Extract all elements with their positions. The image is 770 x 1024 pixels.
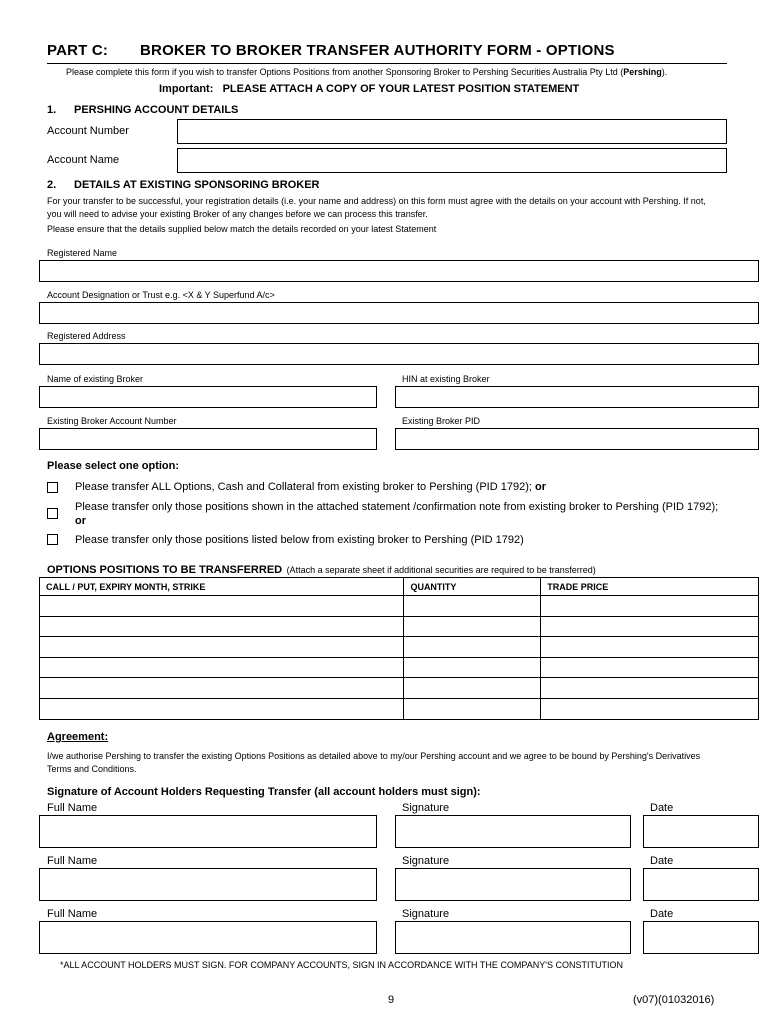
full-name-label: Full Name — [47, 908, 98, 920]
signature-field-3[interactable] — [395, 921, 631, 954]
section2-instructions: For your transfer to be successful, your registration details (i.e. your name and address) on this form must agree with the details on your account with Pershing. If not, you will need to advise your existing Broker of any changes before we can process this transfer. — [47, 196, 706, 219]
column-header: TRADE PRICE — [541, 578, 759, 596]
section2-note: Please ensure that the details supplied below match the details recorded on your latest Statement — [47, 224, 437, 234]
section1-heading: 1. PERSHING ACCOUNT DETAILS — [47, 104, 239, 116]
existing-broker-label: Name of existing Broker — [47, 374, 144, 384]
table-cell[interactable] — [404, 698, 541, 719]
option1-text: Please transfer ALL Options, Cash and Collateral from existing broker to Pershing (PID 1792); or — [75, 481, 546, 493]
date-label: Date — [650, 908, 674, 920]
table-cell[interactable] — [40, 698, 404, 719]
page-title — [47, 42, 615, 59]
column-header: CALL / PUT, EXPIRY MONTH, STRIKE — [40, 578, 404, 596]
full-name-field-2[interactable] — [39, 868, 377, 901]
account-name-field[interactable] — [177, 148, 727, 173]
date-field-1[interactable] — [643, 815, 759, 848]
positions-table — [39, 577, 759, 720]
designation-label: Account Designation or Trust e.g. <X & Y Superfund A/c> — [47, 290, 275, 300]
column-header: QUANTITY — [404, 578, 541, 596]
agreement-heading: Agreement: — [47, 731, 109, 743]
hin-field[interactable] — [395, 386, 759, 408]
full-name-label: Full Name — [47, 802, 98, 814]
hin-label: HIN at existing Broker — [402, 374, 490, 384]
table-cell[interactable] — [541, 698, 759, 719]
signature-label: Signature — [402, 855, 450, 867]
option2-text: Please transfer only those positions shown in the attached statement /confirmation note from existing broker to Pershing (PID 1792); or — [75, 501, 719, 527]
table-cell[interactable] — [404, 616, 541, 637]
table-row — [40, 678, 759, 699]
account-number-label: Account Number — [47, 125, 129, 137]
registered-address-field[interactable] — [39, 343, 759, 365]
date-field-3[interactable] — [643, 921, 759, 954]
table-cell[interactable] — [541, 596, 759, 617]
table-cell[interactable] — [541, 657, 759, 678]
signature-field-1[interactable] — [395, 815, 631, 848]
table-cell[interactable] — [40, 616, 404, 637]
registered-name-field[interactable] — [39, 260, 759, 282]
intro-text: Please complete this form if you wish to transfer Options Positions from another Sponsoring Broker to Pershing Securities Australia Pty Ltd (Pershing). — [66, 67, 668, 77]
positions-heading: OPTIONS POSITIONS TO BE TRANSFERRED (Attach a separate sheet if additional securities are required to be transferred) — [47, 564, 596, 576]
title-divider — [47, 63, 727, 64]
full-name-field-1[interactable] — [39, 815, 377, 848]
table-row — [40, 637, 759, 658]
table-cell[interactable] — [541, 616, 759, 637]
signatures-heading: Signature of Account Holders Requesting Transfer (all account holders must sign): — [47, 786, 481, 798]
important-note: Important: PLEASE ATTACH A COPY OF YOUR LATEST POSITION STATEMENT — [159, 83, 580, 95]
table-cell[interactable] — [541, 637, 759, 658]
table-cell[interactable] — [40, 657, 404, 678]
date-label: Date — [650, 855, 674, 867]
table-header-row — [40, 578, 759, 596]
broker-pid-label: Existing Broker PID — [402, 416, 481, 426]
signature-label: Signature — [402, 802, 450, 814]
designation-field[interactable] — [39, 302, 759, 324]
account-name-label: Account Name — [47, 154, 120, 166]
section2-heading: 2. DETAILS AT EXISTING SPONSORING BROKER — [47, 179, 320, 191]
select-option-heading: Please select one option: — [47, 460, 180, 472]
signature-field-2[interactable] — [395, 868, 631, 901]
date-label: Date — [650, 802, 674, 814]
page-number: 9 — [388, 994, 395, 1006]
table-row — [40, 657, 759, 678]
broker-account-label: Existing Broker Account Number — [47, 416, 177, 426]
agreement-text: I/we authorise Pershing to transfer the existing Options Positions as detailed above to my/our Pershing account and we agree to be bound by Pershing's Derivatives Terms and Conditions. — [47, 751, 701, 774]
option1-checkbox[interactable] — [47, 482, 58, 493]
full-name-label: Full Name — [47, 855, 98, 867]
option3-text: Please transfer only those positions listed below from existing broker to Pershing (PID 1792) — [75, 534, 524, 546]
broker-pid-field[interactable] — [395, 428, 759, 450]
table-row — [40, 596, 759, 617]
signature-label: Signature — [402, 908, 450, 920]
table-cell[interactable] — [40, 596, 404, 617]
broker-account-field[interactable] — [39, 428, 377, 450]
version-code: (v07)(01032016) — [633, 994, 715, 1006]
full-name-field-3[interactable] — [39, 921, 377, 954]
registered-name-label: Registered Name — [47, 248, 118, 258]
table-cell[interactable] — [404, 637, 541, 658]
option3-checkbox[interactable] — [47, 534, 58, 545]
table-row — [40, 698, 759, 719]
signature-note: *ALL ACCOUNT HOLDERS MUST SIGN. FOR COMPANY ACCOUNTS, SIGN IN ACCORDANCE WITH THE COMPANY'S CONSTITUTION — [60, 960, 623, 970]
table-cell[interactable] — [40, 637, 404, 658]
table-cell[interactable] — [541, 678, 759, 699]
date-field-2[interactable] — [643, 868, 759, 901]
table-row — [40, 616, 759, 637]
table-cell[interactable] — [404, 678, 541, 699]
table-cell[interactable] — [40, 678, 404, 699]
table-cell[interactable] — [404, 657, 541, 678]
table-cell[interactable] — [404, 596, 541, 617]
form-title: BROKER TO BROKER TRANSFER AUTHORITY FORM - OPTIONS — [140, 42, 615, 59]
registered-address-label: Registered Address — [47, 331, 126, 341]
account-number-field[interactable] — [177, 119, 727, 144]
part-label: PART C: — [47, 42, 109, 59]
existing-broker-field[interactable] — [39, 386, 377, 408]
option2-checkbox[interactable] — [47, 508, 58, 519]
